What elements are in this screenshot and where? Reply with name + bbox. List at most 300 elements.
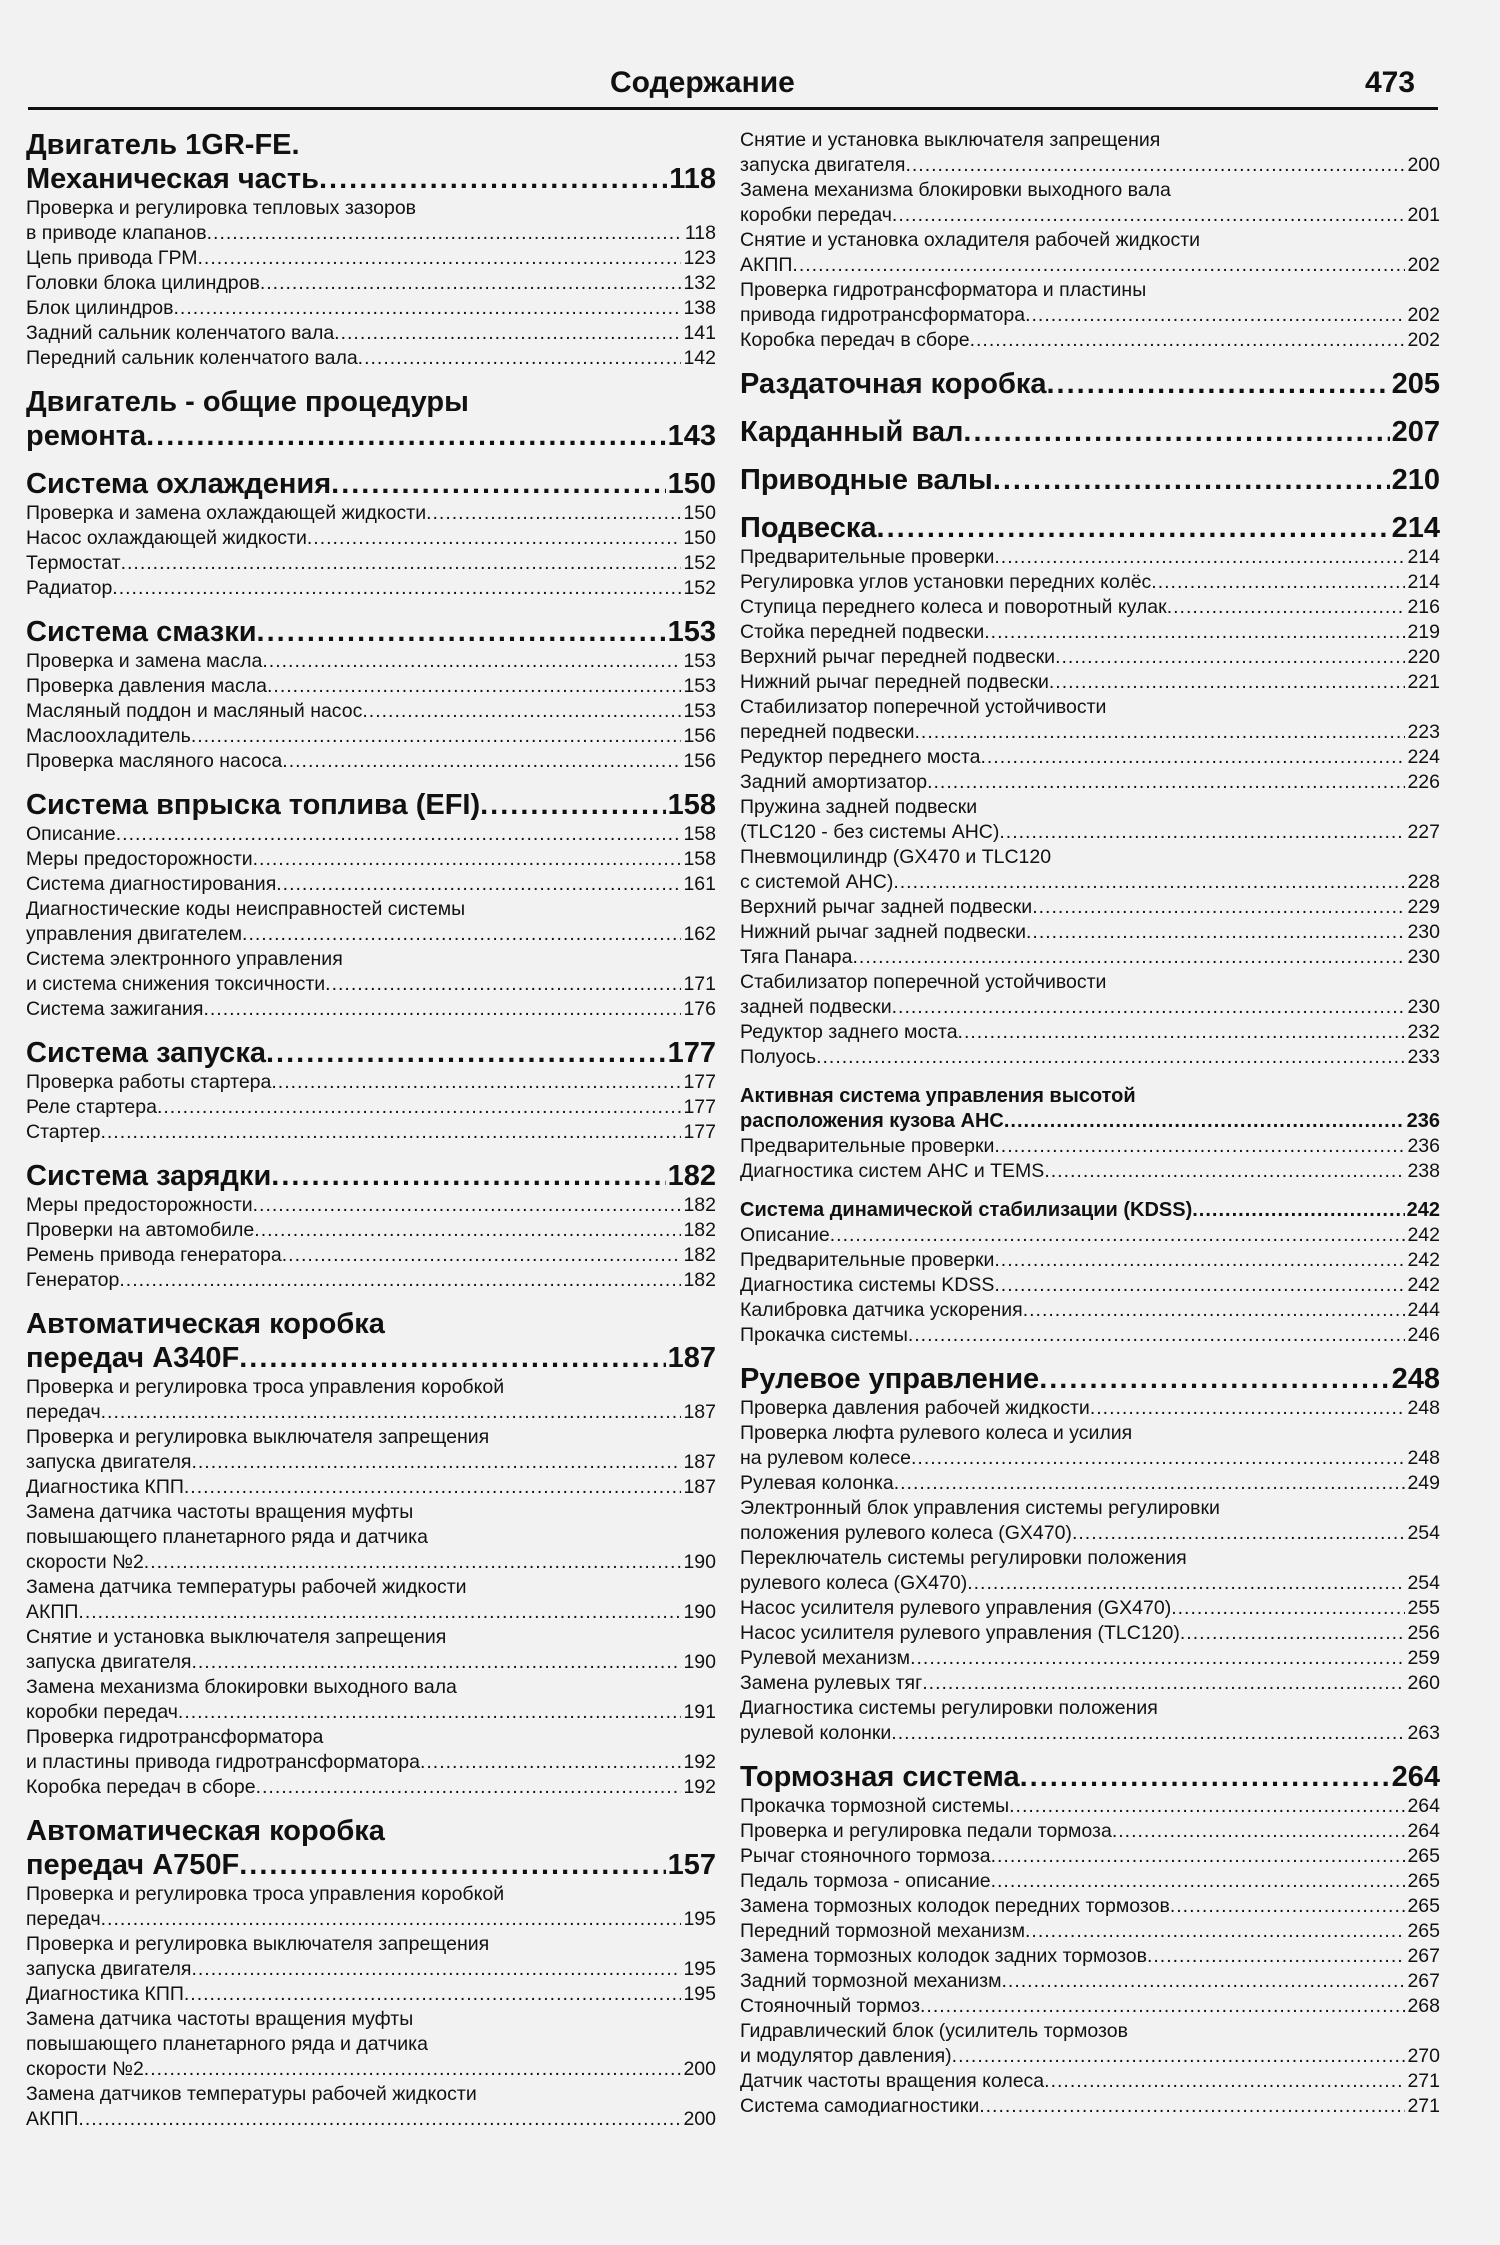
toc-entry-page: 150	[683, 527, 716, 549]
toc-entry-text: АКПП	[26, 2108, 79, 2130]
toc-entry	[740, 328, 1440, 353]
toc-entry-line: Проверка и регулировка троса управления коробкой	[26, 1883, 505, 1905]
toc-entry	[740, 303, 1440, 328]
toc-entry-page: 177	[683, 1096, 716, 1118]
section-title	[740, 1198, 1440, 1223]
dot-leader	[174, 296, 682, 321]
section-title-line: Автоматическая коробка	[26, 1308, 385, 1340]
toc-entry-page: 132	[683, 272, 716, 294]
dot-leader	[144, 2057, 682, 2082]
toc-entry-page: 256	[1407, 1622, 1440, 1644]
toc-entry-text: Коробка передач в сборе	[26, 1776, 256, 1798]
dot-leader	[242, 922, 681, 947]
toc-entry-text: на рулевом колесе	[740, 1447, 911, 1469]
section-title	[26, 1159, 716, 1193]
toc-section	[26, 615, 716, 774]
page-header	[0, 58, 1500, 108]
dot-leader	[979, 2094, 1405, 2119]
toc-entry-page: 223	[1407, 721, 1440, 743]
toc-section	[740, 128, 1440, 353]
dot-leader	[239, 1341, 665, 1375]
header-rule	[28, 107, 1438, 110]
toc-entry-page: 153	[683, 700, 716, 722]
toc-entry-page: 242	[1407, 1224, 1440, 1246]
section-page: 207	[1391, 416, 1440, 448]
toc-entry-text: Система зажигания	[26, 998, 204, 1020]
toc-entry-line: повышающего планетарного ряда и датчика	[26, 2033, 428, 2055]
toc-entry	[26, 674, 716, 699]
toc-entry-text: Регулировка углов установки передних колёс	[740, 571, 1152, 593]
toc-entry-page: 190	[683, 1601, 716, 1623]
section-title	[26, 1341, 716, 1375]
dot-leader	[994, 1248, 1405, 1273]
toc-entry-page: 230	[1407, 946, 1440, 968]
section-title-line: Автоматическая коробка	[26, 1815, 385, 1847]
section-title	[26, 1036, 716, 1070]
toc-entry	[740, 2094, 1440, 2119]
dot-leader	[1047, 367, 1390, 401]
toc-entry-text: Радиатор	[26, 577, 113, 599]
dot-leader	[1044, 2069, 1405, 2094]
toc-entry-text: управления двигателем	[26, 923, 243, 945]
toc-entry-line: Замена датчика температуры рабочей жидкости	[26, 1576, 467, 1598]
dot-leader	[1004, 1109, 1405, 1134]
toc-section	[26, 788, 716, 1022]
section-title	[26, 788, 716, 822]
toc-entry-text: Редуктор переднего моста	[740, 746, 981, 768]
toc-entry-line: Проверка и регулировка выключателя запрещения	[26, 1426, 490, 1448]
toc-entry-page: 248	[1407, 1397, 1440, 1419]
section-title	[740, 463, 1440, 497]
toc-entry-text: задней подвески	[740, 996, 892, 1018]
toc-entry-text: Задний сальник коленчатого вала	[26, 322, 335, 344]
toc-entry-page: 118	[684, 222, 716, 244]
toc-entry-page: 152	[683, 577, 716, 599]
toc-entry-text: Проверка работы стартера	[26, 1071, 272, 1093]
toc-entry-line: Проверка и регулировка тепловых зазоров	[26, 197, 417, 219]
toc-entry-text: Генератор	[26, 1269, 120, 1291]
toc-entry-page: 227	[1407, 821, 1440, 843]
toc-entry-page: 187	[683, 1451, 716, 1473]
dot-leader	[184, 1475, 682, 1500]
toc-entry	[26, 997, 716, 1022]
dot-leader	[146, 419, 666, 453]
toc-entry-page: 202	[1407, 329, 1440, 351]
toc-entry	[740, 1298, 1440, 1323]
dot-leader	[144, 1550, 682, 1575]
toc-entry-text: Насос охлаждающей жидкости	[26, 527, 307, 549]
toc-entry-page: 200	[1407, 154, 1440, 176]
toc-entry-text: Полуось	[740, 1046, 817, 1068]
toc-entry-text: Система диагностирования	[26, 873, 277, 895]
dot-leader	[893, 870, 1405, 895]
toc-entry	[740, 995, 1440, 1020]
toc-entry	[26, 749, 716, 774]
toc-entry-line: Гидравлический блок (усилитель тормозов	[740, 2020, 1128, 2042]
toc-entry-page: 187	[683, 1401, 716, 1423]
toc-entry	[26, 2057, 716, 2082]
toc-entry	[740, 1159, 1440, 1184]
toc-entry-text: Редуктор заднего моста	[740, 1021, 958, 1043]
toc-entry-page: 216	[1407, 596, 1440, 618]
toc-entry	[26, 1095, 716, 1120]
toc-entry	[26, 699, 716, 724]
dot-leader	[319, 162, 667, 196]
toc-entry-text: Стартер	[26, 1121, 101, 1143]
toc-entry-page: 190	[683, 1551, 716, 1573]
toc-entry-page: 182	[683, 1219, 716, 1241]
section-title	[740, 415, 1440, 449]
toc-entry-text: запуска двигателя	[26, 1958, 192, 1980]
toc-entry-page: 150	[683, 502, 716, 524]
section-page: 157	[667, 1849, 716, 1881]
toc-entry	[740, 1994, 1440, 2019]
toc-entry	[26, 501, 716, 526]
section-title-text: расположения кузова AHC	[740, 1110, 1004, 1132]
dot-leader	[362, 699, 681, 724]
toc-entry-text: Ремень привода генератора	[26, 1244, 282, 1266]
toc-entry-text: скорости №2	[26, 2058, 144, 2080]
toc-entry-text: Стояночный тормоз	[740, 1995, 921, 2017]
toc-entry-text: (TLC120 - без системы AHC)	[740, 821, 1000, 843]
toc-entry-page: 190	[683, 1651, 716, 1673]
toc-entry-text: с системой AHC)	[740, 871, 894, 893]
toc-entry-line: Замена датчиков температуры рабочей жидкости	[26, 2083, 477, 2105]
section-page: 143	[667, 420, 716, 452]
toc-entry	[740, 645, 1440, 670]
section-title-text: Раздаточная коробка	[740, 368, 1047, 400]
section-page: 158	[667, 789, 716, 821]
toc-section	[740, 511, 1440, 1070]
section-page: 187	[667, 1342, 716, 1374]
dot-leader	[1072, 1521, 1406, 1546]
toc-entry-text: рулевой колонки	[740, 1722, 892, 1744]
section-page: 214	[1391, 512, 1440, 544]
toc-entry-page: 265	[1407, 1845, 1440, 1867]
dot-leader	[891, 1721, 1405, 1746]
toc-entry-page: 182	[683, 1244, 716, 1266]
toc-entry	[740, 1134, 1440, 1159]
toc-entry-text: Задний тормозной механизм	[740, 1970, 1002, 1992]
toc-entry-line: Снятие и установка охладителя рабочей жидкости	[740, 229, 1201, 251]
toc-entry-page: 244	[1407, 1299, 1440, 1321]
section-title-text: Рулевое управление	[740, 1363, 1040, 1395]
toc-entry-page: 270	[1407, 2045, 1440, 2067]
toc-entry	[740, 2069, 1440, 2094]
toc-entry-text: Насос усилителя рулевого управления (TLC120)	[740, 1622, 1180, 1644]
toc-entry-text: коробки передач	[26, 1701, 178, 1723]
dot-leader	[894, 1471, 1406, 1496]
dot-leader	[892, 995, 1406, 1020]
toc-entry-text: Прокачка тормозной системы	[740, 1795, 1010, 1817]
dot-leader	[1055, 645, 1405, 670]
dot-leader	[1025, 303, 1405, 328]
toc-entry	[26, 1243, 716, 1268]
toc-entry	[26, 847, 716, 872]
toc-entry	[26, 822, 716, 847]
toc-entry-text: Масляный поддон и масляный насос	[26, 700, 363, 722]
toc-entry-text: коробки передач	[740, 204, 892, 226]
dot-leader	[963, 415, 1389, 449]
dot-leader	[927, 770, 1405, 795]
section-title	[26, 162, 716, 196]
toc-entry-page: 138	[683, 297, 716, 319]
toc-entry	[26, 1650, 716, 1675]
dot-leader	[239, 1848, 665, 1882]
toc-entry-line: Снятие и установка выключателя запрещения	[740, 129, 1161, 151]
toc-entry-text: Замена рулевых тяг	[740, 1672, 923, 1694]
dot-leader	[480, 788, 665, 822]
dot-leader	[260, 271, 682, 296]
dot-leader	[1167, 595, 1406, 620]
toc-entry-text: Замена тормозных колодок задних тормозов	[740, 1945, 1147, 1967]
dot-leader	[1023, 1298, 1406, 1323]
toc-entry-text: Предварительные проверки	[740, 546, 995, 568]
toc-entry-text: запуска двигателя	[26, 1651, 192, 1673]
toc-entry-page: 267	[1407, 1945, 1440, 1967]
dot-leader	[358, 346, 682, 371]
dot-leader	[1025, 1919, 1405, 1944]
toc-entry-text: запуска двигателя	[26, 1451, 192, 1473]
toc-section	[26, 385, 716, 453]
toc-entry	[740, 1671, 1440, 1696]
dot-leader	[1112, 1819, 1406, 1844]
toc-entry	[740, 1646, 1440, 1671]
dot-leader	[984, 620, 1405, 645]
dot-leader	[1171, 1596, 1405, 1621]
section-title-text: передач A750F	[26, 1849, 240, 1881]
toc-entry-page: 232	[1407, 1021, 1440, 1043]
toc-entry-text: скорости №2	[26, 1551, 144, 1573]
toc-entry	[26, 1400, 716, 1425]
toc-entry-text: Меры предосторожности	[26, 848, 253, 870]
toc-entry	[740, 1273, 1440, 1298]
dot-leader	[101, 1400, 682, 1425]
dot-leader	[999, 820, 1405, 845]
dot-leader	[271, 1159, 665, 1193]
toc-entry-text: Рулевой механизм	[740, 1647, 911, 1669]
toc-entry	[740, 770, 1440, 795]
dot-leader	[967, 1571, 1405, 1596]
toc-entry	[26, 1268, 716, 1293]
toc-entry-line: Пневмоцилиндр (GX470 и TLC120	[740, 846, 1052, 868]
dot-leader	[922, 1671, 1405, 1696]
toc-entry	[740, 620, 1440, 645]
toc-entry-text: Проверка и замена охлаждающей жидкости	[26, 502, 427, 524]
toc-entry-text: Задний амортизатор	[740, 771, 928, 793]
page-title: Содержание	[610, 66, 795, 99]
toc-entry-page: 254	[1407, 1572, 1440, 1594]
toc-entry-text: Передний тормозной механизм	[740, 1920, 1025, 1942]
toc-entry-page: 214	[1407, 571, 1440, 593]
toc-entry-text: Проверка масляного насоса	[26, 750, 283, 772]
toc-entry-line: Проверка и регулировка выключателя запрещения	[26, 1933, 490, 1955]
toc-entry-text: Прокачка системы	[740, 1324, 908, 1346]
toc-entry-line: Проверка и регулировка троса управления коробкой	[26, 1376, 505, 1398]
section-title-text: Подвеска	[740, 512, 877, 544]
toc-entry-text: Система самодиагностики	[740, 2095, 980, 2117]
toc-entry-page: 152	[683, 552, 716, 574]
toc-entry-line: Замена механизма блокировки выходного вала	[740, 179, 1171, 201]
toc-entry-text: АКПП	[740, 254, 793, 276]
toc-entry-page: 230	[1407, 921, 1440, 943]
dot-leader	[184, 1982, 682, 2007]
dot-leader	[157, 1095, 681, 1120]
dot-leader	[282, 749, 681, 774]
toc-entry-page: 248	[1407, 1447, 1440, 1469]
toc-entry	[740, 1944, 1440, 1969]
toc-entry-text: Педаль тормоза - описание	[740, 1870, 991, 1892]
toc-entry-line: Снятие и установка выключателя запрещения	[26, 1626, 447, 1648]
dot-leader	[331, 467, 665, 501]
section-title-text: Система зарядки	[26, 1160, 272, 1192]
toc-entry-text: привода гидротрансформатора	[740, 304, 1026, 326]
dot-leader	[267, 674, 681, 699]
toc-entry-text: в приводе клапанов	[26, 222, 207, 244]
toc-section	[740, 1362, 1440, 1746]
dot-leader	[991, 1844, 1406, 1869]
toc-entry-page: 156	[683, 750, 716, 772]
toc-column-left	[26, 128, 716, 2132]
section-title	[740, 367, 1440, 401]
toc-entry-page: 220	[1407, 646, 1440, 668]
toc-entry-page: 200	[683, 2108, 716, 2130]
toc-entry	[740, 670, 1440, 695]
section-page: 118	[669, 163, 716, 195]
toc-entry-page: 271	[1407, 2095, 1440, 2117]
toc-entry-text: и пластины привода гидротрансформатора	[26, 1751, 420, 1773]
toc-entry-text: Нижний рычаг задней подвески	[740, 921, 1026, 943]
toc-section	[26, 1307, 716, 1800]
toc-entry-line: Система электронного управления	[26, 948, 343, 970]
toc-entry-page: 202	[1407, 254, 1440, 276]
toc-section	[26, 128, 716, 371]
toc-entry	[740, 253, 1440, 278]
toc-entry	[740, 1446, 1440, 1471]
toc-entry-line: Диагностика системы регулировки положения	[740, 1697, 1158, 1719]
toc-entry-line: Переключатель системы регулировки положения	[740, 1547, 1187, 1569]
dot-leader	[1151, 570, 1405, 595]
toc-entry-page: 265	[1407, 1920, 1440, 1942]
toc-entry	[740, 1521, 1440, 1546]
toc-section	[740, 463, 1440, 497]
toc-entry	[740, 2044, 1440, 2069]
toc-entry-line: Проверка гидротрансформатора и пластины	[740, 279, 1147, 301]
dot-leader	[191, 1957, 681, 1982]
section-title	[740, 1362, 1440, 1396]
dot-leader	[112, 576, 681, 601]
dot-leader	[958, 1020, 1406, 1045]
toc-entry	[740, 1819, 1440, 1844]
dot-leader	[792, 253, 1405, 278]
dot-leader	[191, 724, 682, 749]
toc-entry-page: 242	[1407, 1274, 1440, 1296]
toc-section	[740, 1760, 1440, 2119]
dot-leader	[307, 526, 682, 551]
toc-entry-text: Описание	[740, 1224, 830, 1246]
dot-leader	[1090, 1396, 1406, 1421]
toc-entry-page: 153	[683, 675, 716, 697]
toc-entry-page: 259	[1407, 1647, 1440, 1669]
toc-entry-text: и система снижения токсичности	[26, 973, 326, 995]
toc-entry	[740, 1621, 1440, 1646]
toc-entry	[740, 1323, 1440, 1348]
toc-entry-text: Датчик частоты вращения колеса	[740, 2070, 1045, 2092]
toc-entry	[26, 1957, 716, 1982]
dot-leader	[78, 2107, 681, 2132]
toc-entry-page: 158	[683, 848, 716, 870]
dot-leader	[325, 972, 681, 997]
section-title	[740, 1760, 1440, 1794]
dot-leader	[203, 997, 681, 1022]
toc-entry	[740, 1919, 1440, 1944]
toc-entry	[26, 321, 716, 346]
dot-leader	[78, 1600, 681, 1625]
toc-entry-line: Проверка гидротрансформатора	[26, 1726, 324, 1748]
toc-entry	[26, 1120, 716, 1145]
toc-entry-page: 153	[683, 650, 716, 672]
toc-entry-page: 182	[683, 1194, 716, 1216]
section-page: 153	[667, 616, 716, 648]
toc-entry	[740, 1869, 1440, 1894]
toc-entry	[740, 1571, 1440, 1596]
section-title-text: Приводные валы	[740, 464, 993, 496]
toc-entry	[740, 570, 1440, 595]
section-page: 210	[1391, 464, 1440, 496]
toc-entry-page: 230	[1407, 996, 1440, 1018]
toc-entry-page: 219	[1407, 621, 1440, 643]
dot-leader	[911, 1446, 1405, 1471]
toc-entry-text: Предварительные проверки	[740, 1249, 995, 1271]
section-page: 264	[1391, 1761, 1440, 1793]
section-title-line: Двигатель 1GR-FE.	[26, 129, 300, 161]
toc-section	[26, 1036, 716, 1145]
toc-entry	[26, 872, 716, 897]
toc-entry	[26, 1982, 716, 2007]
toc-entry-text: Проверка давления рабочей жидкости	[740, 1397, 1090, 1419]
dot-leader	[1009, 1794, 1405, 1819]
toc-entry-line: Стабилизатор поперечной устойчивости	[740, 696, 1107, 718]
dot-leader	[1001, 1969, 1405, 1994]
toc-entry-text: Проверка давления масла	[26, 675, 267, 697]
toc-entry-page: 271	[1407, 2070, 1440, 2092]
toc-entry	[740, 1045, 1440, 1070]
toc-entry-text: запуска двигателя	[740, 154, 906, 176]
dot-leader	[256, 1775, 682, 1800]
dot-leader	[1049, 670, 1406, 695]
toc-entry	[26, 246, 716, 271]
toc-entry-text: Тяга Панара	[740, 946, 853, 968]
section-title	[26, 467, 716, 501]
toc-entry	[26, 1907, 716, 1932]
toc-entry-text: Диагностика КПП	[26, 1476, 184, 1498]
section-title-text: Механическая часть	[26, 163, 319, 195]
toc-entry-page: 171	[683, 973, 716, 995]
toc-entry	[26, 1193, 716, 1218]
dot-leader	[253, 847, 682, 872]
toc-entry-page: 246	[1407, 1324, 1440, 1346]
toc-section	[740, 1198, 1440, 1348]
dot-leader	[262, 649, 681, 674]
toc-entry-text: Нижний рычаг передней подвески	[740, 671, 1049, 693]
section-title-text: ремонта	[26, 420, 147, 452]
section-title-text: передач A340F	[26, 1342, 240, 1374]
toc-entry-page: 141	[683, 322, 716, 344]
toc-entry-text: АКПП	[26, 1601, 79, 1623]
toc-entry-text: Диагностика КПП	[26, 1983, 184, 2005]
toc-entry-page: 162	[683, 923, 716, 945]
toc-entry	[740, 1844, 1440, 1869]
